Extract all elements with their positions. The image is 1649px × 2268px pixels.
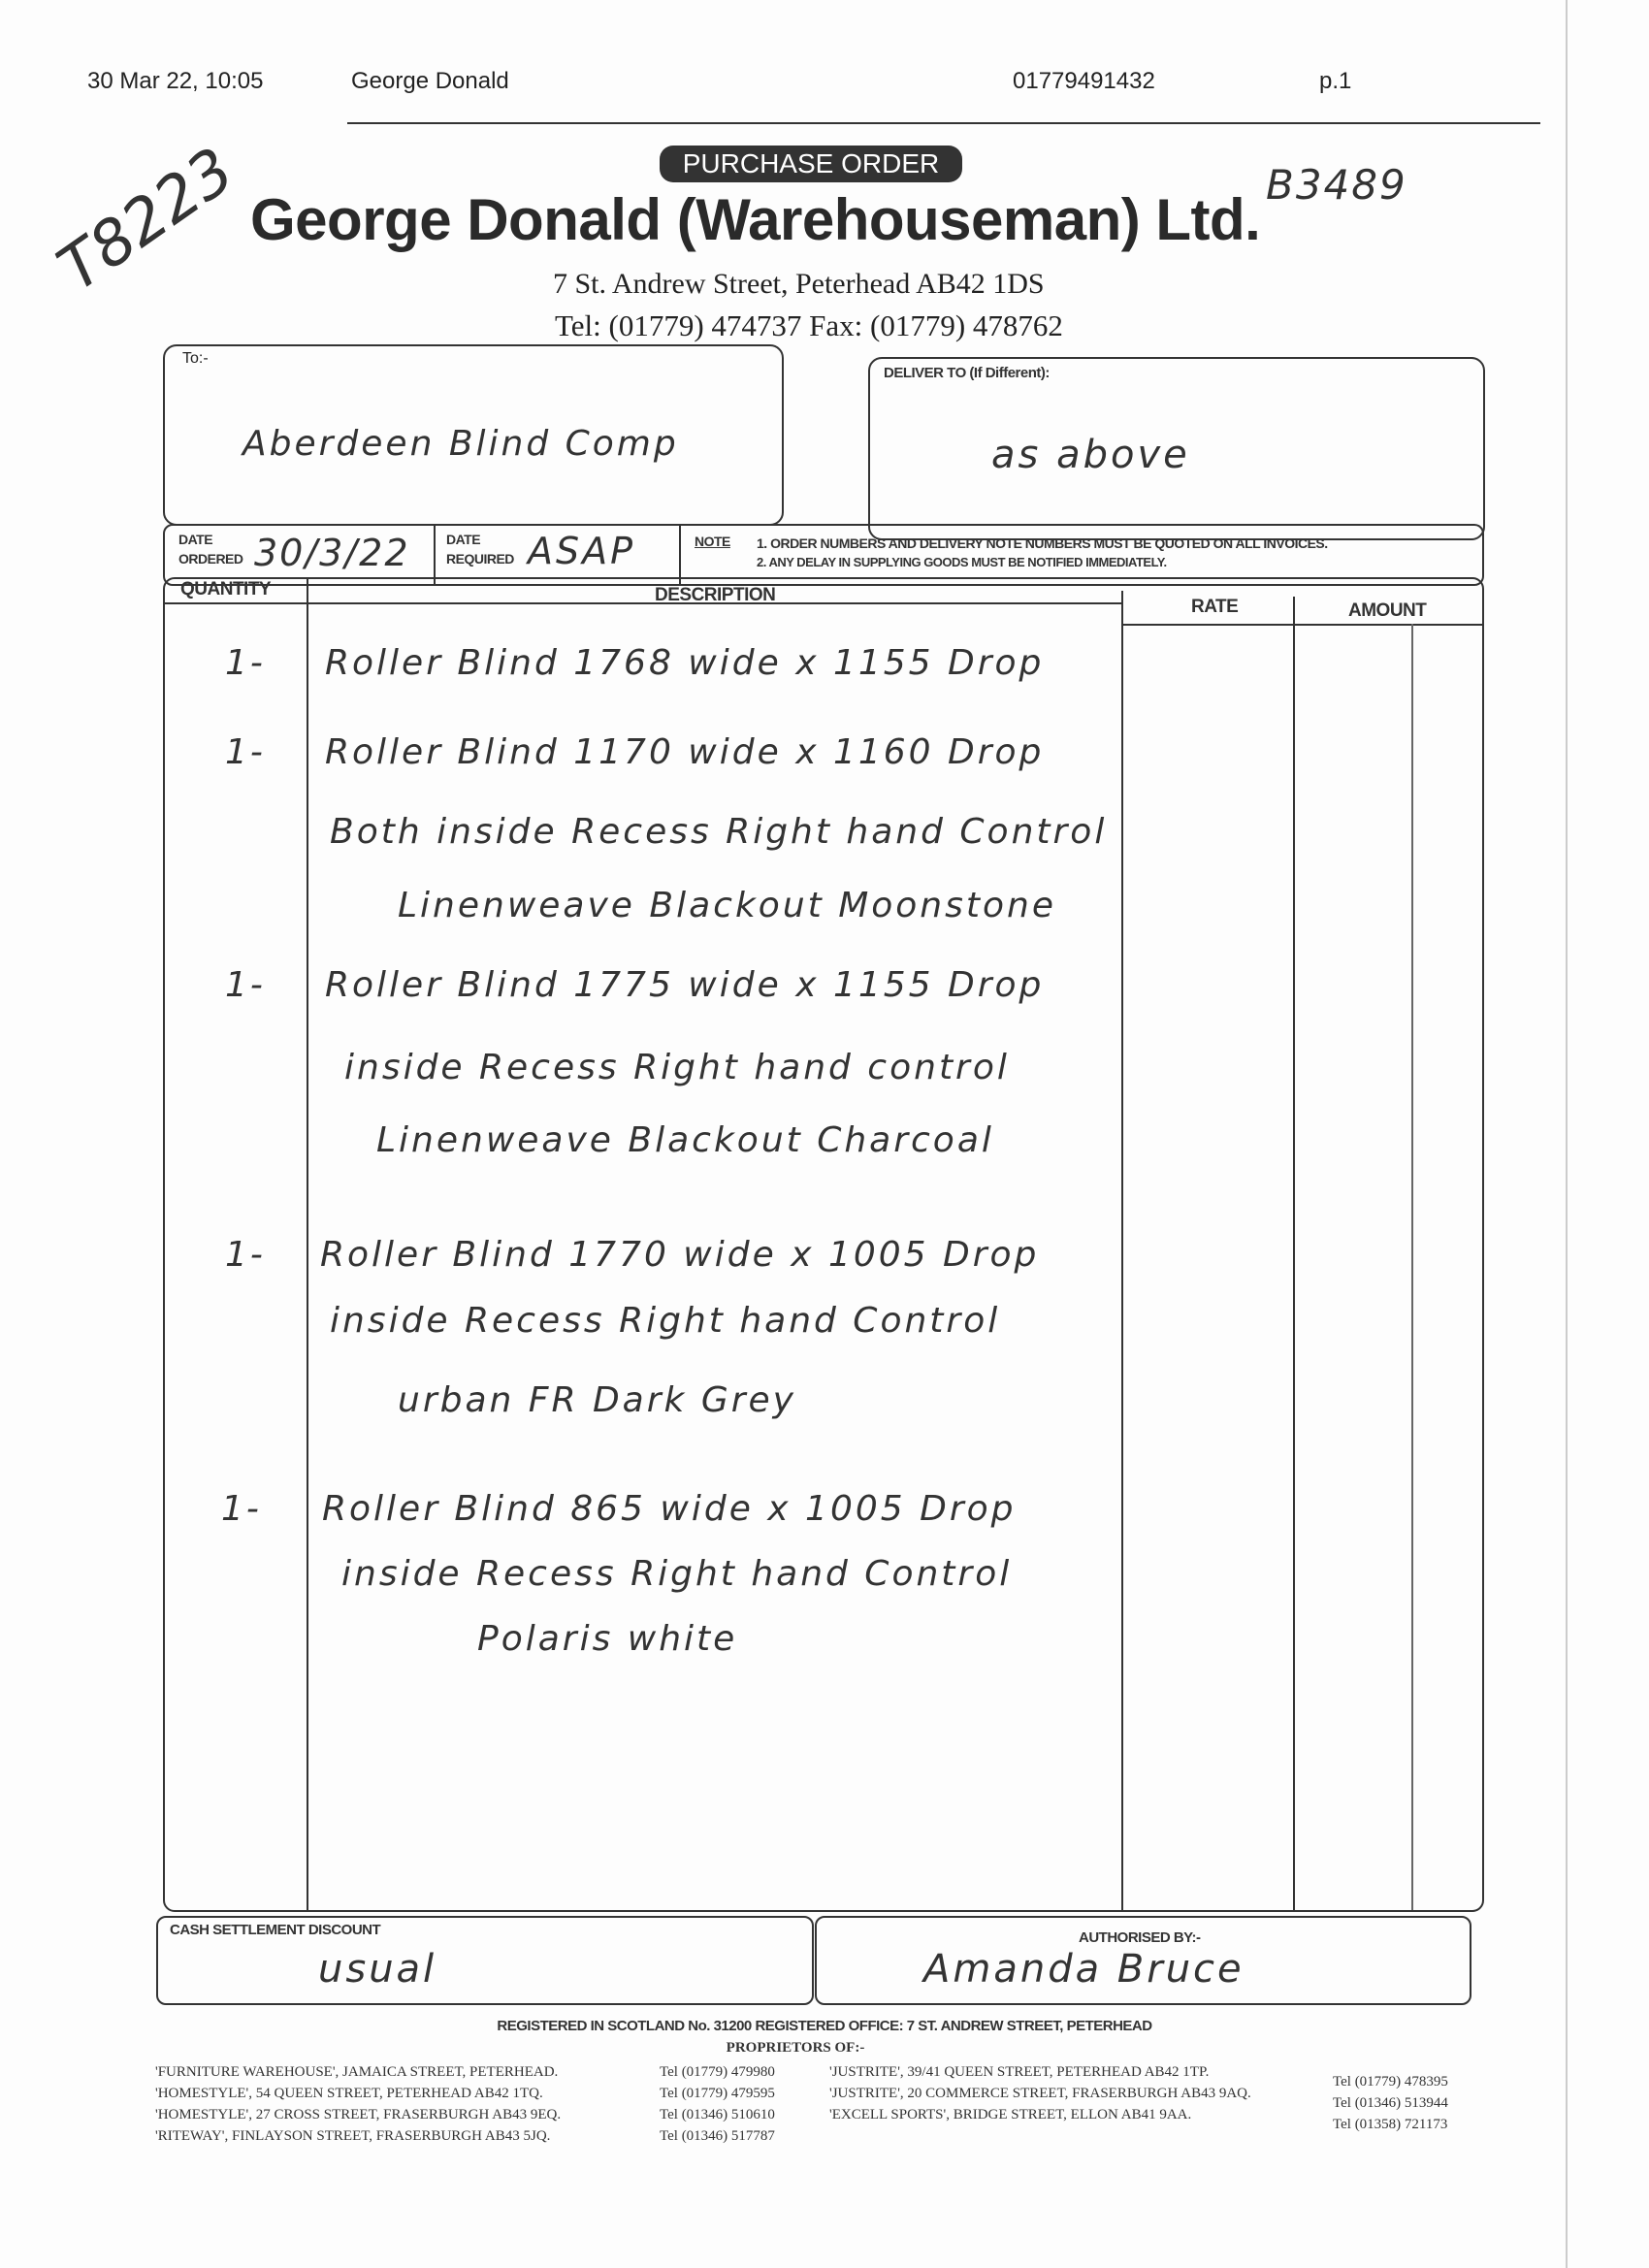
col-amount: AMOUNT [1348,600,1427,621]
proprietor-tel: Tel (01779) 478395 [1333,2074,1448,2090]
proprietor-tel: Tel (01346) 513944 [1333,2095,1448,2111]
item-line: inside Recess Right hand Control [330,1301,1001,1341]
registered-info: REGISTERED IN SCOTLAND No. 31200 REGISTERED OFFICE: 7 ST. ANDREW STREET, PETERHEAD [497,2018,1152,2034]
item-line: Both inside Recess Right hand Control [330,812,1108,852]
company-contact: Tel: (01779) 474737 Fax: (01779) 478762 [555,308,1063,342]
date-ordered-label-line2: ORDERED [178,551,243,567]
item-qty: 1- [221,1489,262,1529]
col-rate: RATE [1191,597,1239,617]
item-line: urban FR Dark Grey [398,1380,796,1420]
item-line: Polaris white [477,1619,738,1659]
item-line: inside Recess Right hand Control [341,1554,1013,1594]
page-edge [1566,0,1568,2268]
handwritten-ref-right: B3489 [1266,161,1407,209]
date-required-label [446,530,514,568]
col-description: DESCRIPTION [655,585,776,605]
proprietor-name: 'HOMESTYLE', 54 QUEEN STREET, PETERHEAD AB42 1TQ. [155,2086,543,2101]
divider [165,602,308,604]
proprietor-name: 'RITEWAY', FINLAYSON STREET, FRASERBURGH AB43 5JQ. [155,2128,551,2144]
proprietor-entry [155,2104,561,2125]
note-label: NOTE [695,534,730,549]
authorised-label: AUTHORISED BY:- [1079,1929,1201,1946]
divider [434,526,436,584]
fax-page: p.1 [1319,68,1352,94]
doc-type-badge: PURCHASE ORDER [660,146,962,182]
to-label: To:- [182,350,209,367]
fax-datetime: 30 Mar 22, 10:05 [87,68,264,94]
divider [1121,624,1482,626]
date-ordered-label-line1: DATE [178,532,213,547]
deliver-value: as above [991,433,1190,477]
proprietor-name: 'JUSTRITE', 39/41 QUEEN STREET, PETERHEAD AB42 1TP. [829,2064,1210,2080]
proprietor-tel: Tel (01779) 479980 [660,2064,775,2080]
divider [1121,591,1123,1910]
deliver-label: DELIVER TO (If Different): [884,365,1050,381]
proprietors-right-tel [1333,2071,1448,2135]
proprietors-left-tel [660,2061,775,2147]
company-name: George Donald (Warehouseman) Ltd. [250,187,1261,252]
proprietor-entry [155,2125,561,2147]
proprietors-right [829,2061,1251,2125]
item-line: Roller Blind 865 wide x 1005 Drop [322,1489,1017,1529]
note-line-2: 2. ANY DELAY IN SUPPLYING GOODS MUST BE NOTIFIED IMMEDIATELY. [757,555,1167,569]
deliver-box [868,357,1485,540]
handwritten-ref-left: T8223 [46,134,247,307]
to-box [163,344,784,526]
item-qty: 1- [225,643,266,683]
divider [679,526,681,584]
authorised-box [815,1916,1471,2005]
note-line-1: 1. ORDER NUMBERS AND DELIVERY NOTE NUMBERS MUST BE QUOTED ON ALL INVOICES. [757,535,1328,551]
discount-label: CASH SETTLEMENT DISCOUNT [170,1922,381,1938]
proprietors-label: PROPRIETORS OF:- [726,2040,865,2056]
proprietor-entry [155,2083,561,2104]
date-ordered-label [178,530,243,568]
proprietor-name: 'HOMESTYLE', 27 CROSS STREET, FRASERBURGH AB43 9EQ. [155,2107,562,2122]
col-quantity: QUANTITY [180,579,272,599]
item-line: inside Recess Right hand control [344,1048,1010,1087]
proprietor-tel: Tel (01346) 517787 [660,2128,775,2144]
proprietor-tel: Tel (01779) 479595 [660,2086,775,2101]
item-line: Roller Blind 1775 wide x 1155 Drop [325,965,1045,1005]
item-line: Roller Blind 1768 wide x 1155 Drop [325,643,1045,683]
item-qty: 1- [225,1235,266,1275]
item-line: Roller Blind 1170 wide x 1160 Drop [325,732,1045,772]
proprietors-left [155,2061,561,2147]
proprietor-tel: Tel (01358) 721173 [1333,2117,1448,2132]
proprietor-entry [155,2061,561,2083]
date-required-label-line1: DATE [446,532,481,547]
item-line: Roller Blind 1770 wide x 1005 Drop [320,1235,1040,1275]
discount-value: usual [318,1947,437,1992]
item-qty: 1- [225,965,266,1005]
divider [1411,624,1413,1910]
proprietor-name: 'FURNITURE WAREHOUSE', JAMAICA STREET, PETERHEAD. [155,2064,559,2080]
date-ordered-value: 30/3/22 [254,532,410,574]
company-address: 7 St. Andrew Street, Peterhead AB42 1DS [553,268,1045,300]
authorised-signature: Amanda Bruce [923,1947,1245,1992]
proprietor-tel: Tel (01346) 510610 [660,2107,775,2122]
date-required-label-line2: REQUIRED [446,551,514,567]
item-line: Linenweave Blackout Moonstone [398,886,1056,925]
proprietor-name: 'JUSTRITE', 20 COMMERCE STREET, FRASERBURGH AB43 9AQ. [829,2086,1251,2101]
date-required-value: ASAP [528,530,636,572]
item-line: Linenweave Blackout Charcoal [376,1120,994,1160]
to-value: Aberdeen Blind Comp [242,424,679,464]
divider [1293,597,1295,1910]
divider [307,579,308,1910]
fax-phone: 01779491432 [1013,68,1155,94]
item-qty: 1- [225,732,266,772]
discount-box [156,1916,814,2005]
proprietor-name: 'EXCELL SPORTS', BRIDGE STREET, ELLON AB41 9AA. [829,2107,1192,2122]
fax-sender: George Donald [351,68,509,94]
header-rule [347,122,1540,124]
items-table [163,577,1484,1912]
